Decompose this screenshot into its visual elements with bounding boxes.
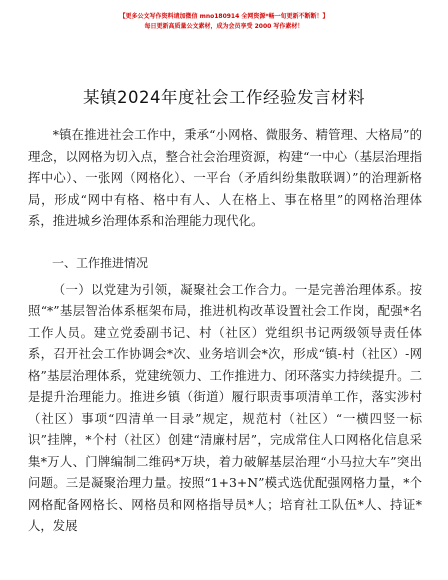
section-heading-1: 一、工作推进情况 <box>52 256 149 270</box>
promo-banner-line-1: 【更多公文写作资料请加微信 mno180914 全网资源*畅一旬更新不断断！】 <box>119 13 329 20</box>
promo-banner <box>0 12 448 32</box>
document-title: 某镇2024年度社会工作经验发言材料 <box>83 88 365 107</box>
body-paragraph-1: （一）以党建为引领，凝聚社会工作合力。一是完善治理体系。按照“*”基层智治体系框架布局，推进机构改革设置社会工作岗，配强*名工作人员。建立党委副书记、村（社区）党组织书记两级领导责任体系，召开社会工作协调会*次、业务培训会*次，形成“镇-村（社区）-网格”基层治理体系，党建统领力、工作推进力、闭环落实力持续提升。二是提升治理能力。推进乡镇（街道）履行职责事项清单工作，落实涉村（社区）事项“四清单一目录”规定，规范村（社区）“一横四竖一标识”挂牌，*个村（社区）创建“清廉村居”，完成常住人口网格化信息采集*万人、门牌编制二维码*万块，着力破解基层治理“小马拉大车”突出问题。三是凝聚治理力量。按照“1+3+N”模式选优配强网格力量，*个网格配备网格长、网格员和网格指导员*人；培育社工队伍*人、持证*人，发展 <box>28 281 422 533</box>
document-body <box>28 124 422 537</box>
promo-banner-line-2: 每日更新高质量公文素材，成为会员享受 2000 写作素材！ <box>144 23 304 30</box>
intro-paragraph: *镇在推进社会工作中，秉承“小网格、微服务、精管理、大格局”的理念，以网格为切入点，整合社会治理资源，构建“一中心（基层治理指挥中心）、一张网（网格化）、一平台（矛盾纠纷集散联调）”的治理新格局，形成“网中有格、格中有人、人在格上、事在格里”的网格治理体系，推进城乡治理体系和治理能力现代化。 <box>28 127 422 228</box>
